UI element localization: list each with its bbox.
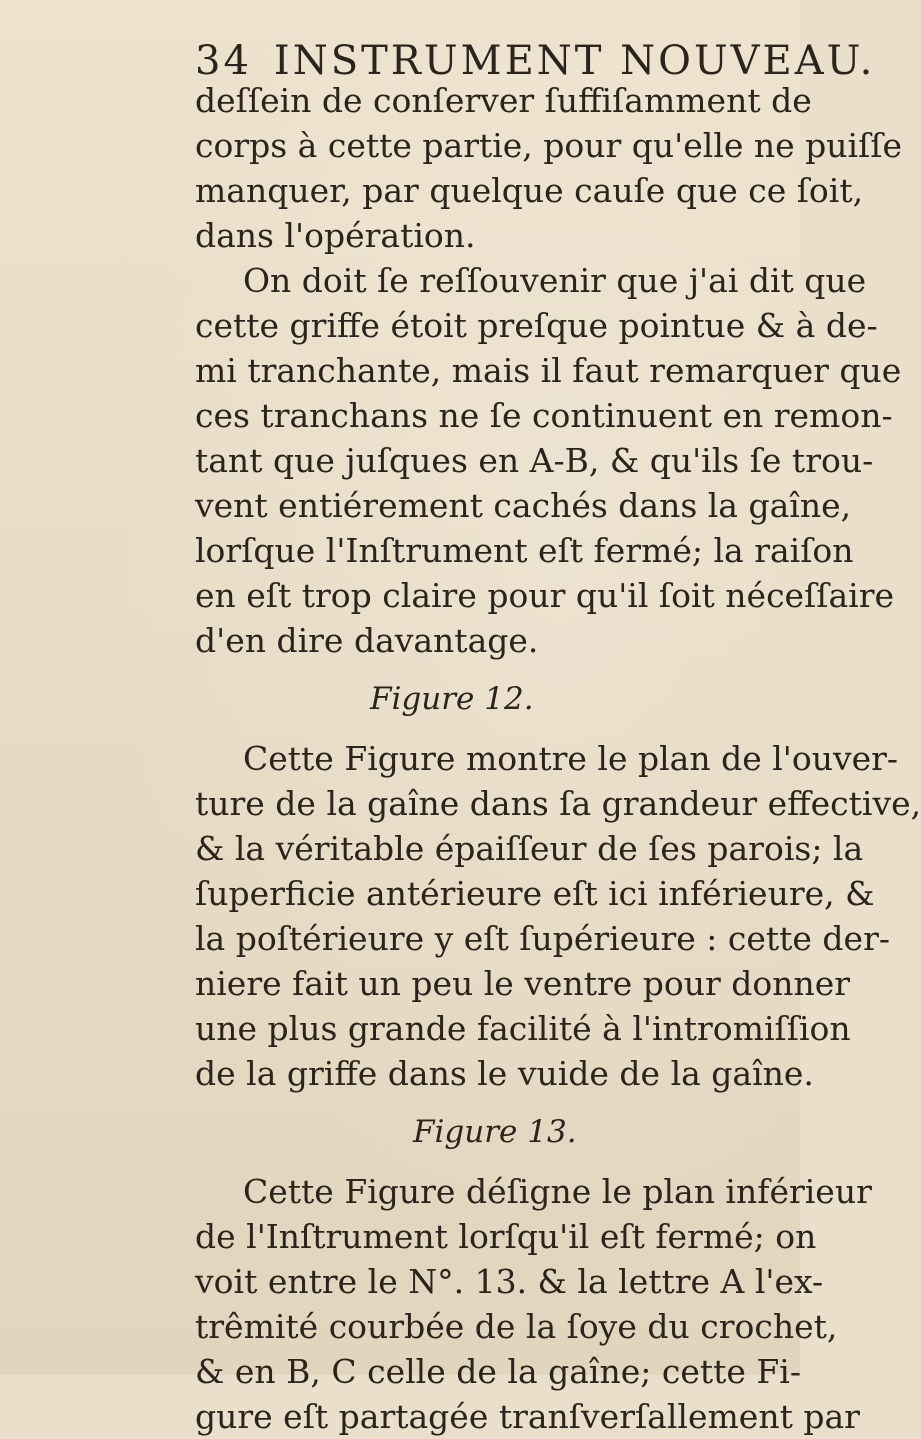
text-line: gure eſt partagée tranſverſallement par [195,1397,860,1436]
text-line: une plus grande facilité à l'intromiſſion [195,1009,851,1048]
text-line: corps à cette partie, pour qu'elle ne puiſſe [195,126,903,165]
text-line: en eſt trop claire pour qu'il ſoit néceſſaire [195,576,895,615]
figure-12-heading: Figure 12. [370,681,534,717]
text-line: niere fait un peu le ventre pour donner [195,964,851,1003]
figure-13-heading: Figure 13. [413,1114,577,1150]
text-line: d'en dire davantage. [195,621,539,660]
text-line: manquer, par quelque cauſe que ce ſoit, [195,171,864,210]
page-number: 34 [195,38,252,84]
text-line: ces tranchans ne ſe continuent en remon- [195,396,893,435]
paragraph-1 [195,78,903,258]
text-line: trêmité courbée de la ſoye du crochet, [195,1307,838,1346]
text-line: deſſein de conſerver ſuffiſamment de [195,81,812,120]
paragraph-3 [195,736,921,1096]
text-line: de l'Inſtrument lorſqu'il eſt fermé; on [195,1217,817,1256]
text-line: de la griffe dans le vuide de la gaîne. [195,1054,814,1093]
text-line: dans l'opération. [195,216,476,255]
text-line: cette griffe étoit preſque pointue & à de- [195,306,878,345]
paragraph-4 [195,1169,872,1439]
text-line: & la véritable épaiſſeur de ſes parois; la [195,829,864,868]
text-line: lorſque l'Inſtrument eſt fermé; la raiſon [195,531,854,570]
paragraph-2 [195,258,902,663]
text-line: tant que juſques en A-B, & qu'ils ſe trou- [195,441,874,480]
running-title: INSTRUMENT NOUVEAU. [273,38,876,84]
text-line: Cette Figure montre le plan de l'ouver- [243,739,899,778]
text-line: Cette Figure déſigne le plan inférieur [243,1172,872,1211]
page-body [195,78,921,1439]
text-line: ſuperficie antérieure eſt ici inférieure, & [195,874,875,913]
text-line: voit entre le N°. 13. & la lettre A l'ex- [195,1262,824,1301]
text-line: la poſtérieure y eſt ſupérieure : cette der- [195,919,891,958]
text-line: vent entiérement cachés dans la gaîne, [195,486,852,525]
text-line: & en B, C celle de la gaîne; cette Fi- [195,1352,802,1391]
text-line: ture de la gaîne dans ſa grandeur effective, [195,784,921,823]
text-line: On doit ſe reſſouvenir que j'ai dit que [243,261,867,300]
text-line: mi tranchante, mais il faut remarquer que [195,351,902,390]
